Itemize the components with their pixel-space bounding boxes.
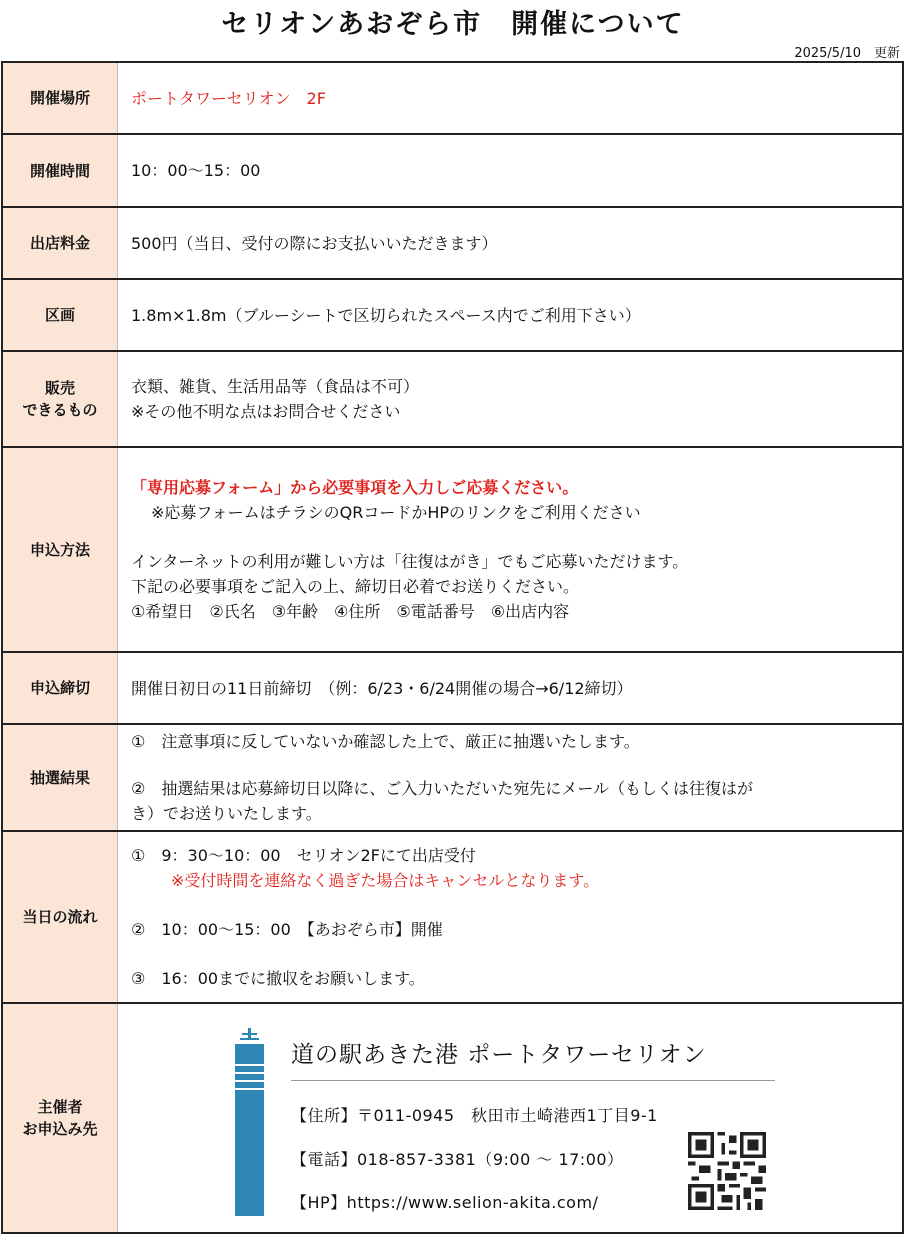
row-label: 開催場所 — [3, 63, 118, 133]
row-content — [117, 653, 902, 723]
row-content — [117, 135, 902, 206]
row-content — [117, 352, 902, 446]
organizer-address: 【住所】〒011-0945 秋田市土崎港西1丁目9-1 — [291, 1106, 658, 1125]
flow-line3: ② 10：00～15：00 【あおぞら市】開催 — [131, 920, 443, 939]
deadline-value: 開催日初日の11日前締切 （例：6/23・6/24開催の場合→6/12締切） — [131, 678, 633, 698]
row-content — [117, 280, 902, 350]
items-label-line1: 販売 — [44, 379, 75, 397]
spacer — [131, 893, 902, 917]
row-content — [117, 725, 902, 830]
plot-value: 1.8m×1.8m（ブルーシートで区切られたスペース内でご利用下さい） — [131, 305, 641, 325]
row-content — [117, 832, 902, 1002]
apply-line4: 下記の必要事項をご記入の上、締切日必着でお送りください。 — [131, 577, 580, 596]
organizer-hp[interactable]: 【HP】https://www.selion-akita.com/ — [291, 1193, 599, 1212]
lottery-line3: き）でお送りいたします。 — [131, 804, 322, 823]
items-line1: 衣類、雑貨、生活用品等（食品は不可） — [131, 377, 420, 396]
flow-line4: ③ 16：00までに撤収をお願いします。 — [131, 969, 425, 988]
items-label-line2: できるもの — [22, 401, 98, 419]
organizer-phone: 【電話】018-857-3381（9:00 ～ 17:00） — [291, 1150, 624, 1169]
divider — [291, 1080, 775, 1081]
row-deadline — [3, 653, 902, 725]
organizer-block — [117, 1004, 902, 1232]
flow-line2: ※受付時間を連絡なく過ぎた場合はキャンセルとなります。 — [171, 871, 600, 890]
organizer-name: 道の駅あきた港 ポートタワーセリオン — [291, 1042, 707, 1068]
row-venue — [3, 63, 902, 135]
row-label: 申込方法 — [3, 448, 118, 651]
row-items — [3, 352, 902, 448]
organizer-label-line2: お申込み先 — [22, 1120, 98, 1138]
items-line2: ※その他不明な点はお問合せください — [131, 402, 401, 421]
row-label: 出店料金 — [3, 208, 118, 278]
row-plot — [3, 280, 902, 352]
updated-date: 2025/5/10 更新 — [794, 46, 900, 61]
row-content — [117, 448, 902, 651]
row-label: 開催時間 — [3, 135, 118, 206]
row-content — [117, 208, 902, 278]
qr-code-icon — [685, 1132, 769, 1210]
row-label — [3, 1004, 118, 1232]
row-apply — [3, 448, 902, 653]
flow-line1: ① 9：30～10：00 セリオン2Fにて出店受付 — [131, 846, 476, 865]
venue-value: ポートタワーセリオン 2F — [131, 88, 326, 108]
apply-line3: インターネットの利用が難しい方は「往復はがき」でもご応募いただけます。 — [131, 552, 689, 571]
lottery-line2: ② 抽選結果は応募締切日以降に、ご入力いただいた宛先にメール（もしくは往復はが — [131, 779, 754, 798]
organizer-label-line1: 主催者 — [37, 1098, 83, 1116]
row-hours — [3, 135, 902, 208]
row-flow — [3, 832, 902, 1004]
page-title: セリオンあおぞら市 開催について — [221, 9, 685, 40]
row-content — [117, 63, 902, 133]
row-label: 当日の流れ — [3, 832, 118, 1002]
spacer — [131, 942, 902, 966]
apply-line1: 「専用応募フォーム」から必要事項を入力しご応募ください。 — [131, 478, 579, 497]
hours-value: 10：00～15：00 — [131, 161, 261, 180]
row-label: 区画 — [3, 280, 118, 350]
row-label: 申込締切 — [3, 653, 118, 723]
row-organizer — [3, 1004, 902, 1232]
lottery-line1: ① 注意事項に反していないか確認した上で、厳正に抽選いたします。 — [131, 732, 640, 751]
apply-line2: ※応募フォームはチラシのQRコードかHPのリンクをご利用ください — [151, 503, 641, 522]
row-label: 抽選結果 — [3, 725, 118, 830]
apply-line5: ①希望日 ②氏名 ③年齢 ④住所 ⑤電話番号 ⑥出店内容 — [131, 602, 570, 621]
row-fee — [3, 208, 902, 280]
tower-logo-icon — [235, 1028, 264, 1216]
info-table — [1, 61, 904, 1234]
row-lottery — [3, 725, 902, 832]
spacer — [131, 754, 902, 776]
spacer — [131, 525, 902, 549]
row-label — [3, 352, 118, 446]
fee-value: 500円（当日、受付の際にお支払いいただきます） — [131, 233, 498, 253]
